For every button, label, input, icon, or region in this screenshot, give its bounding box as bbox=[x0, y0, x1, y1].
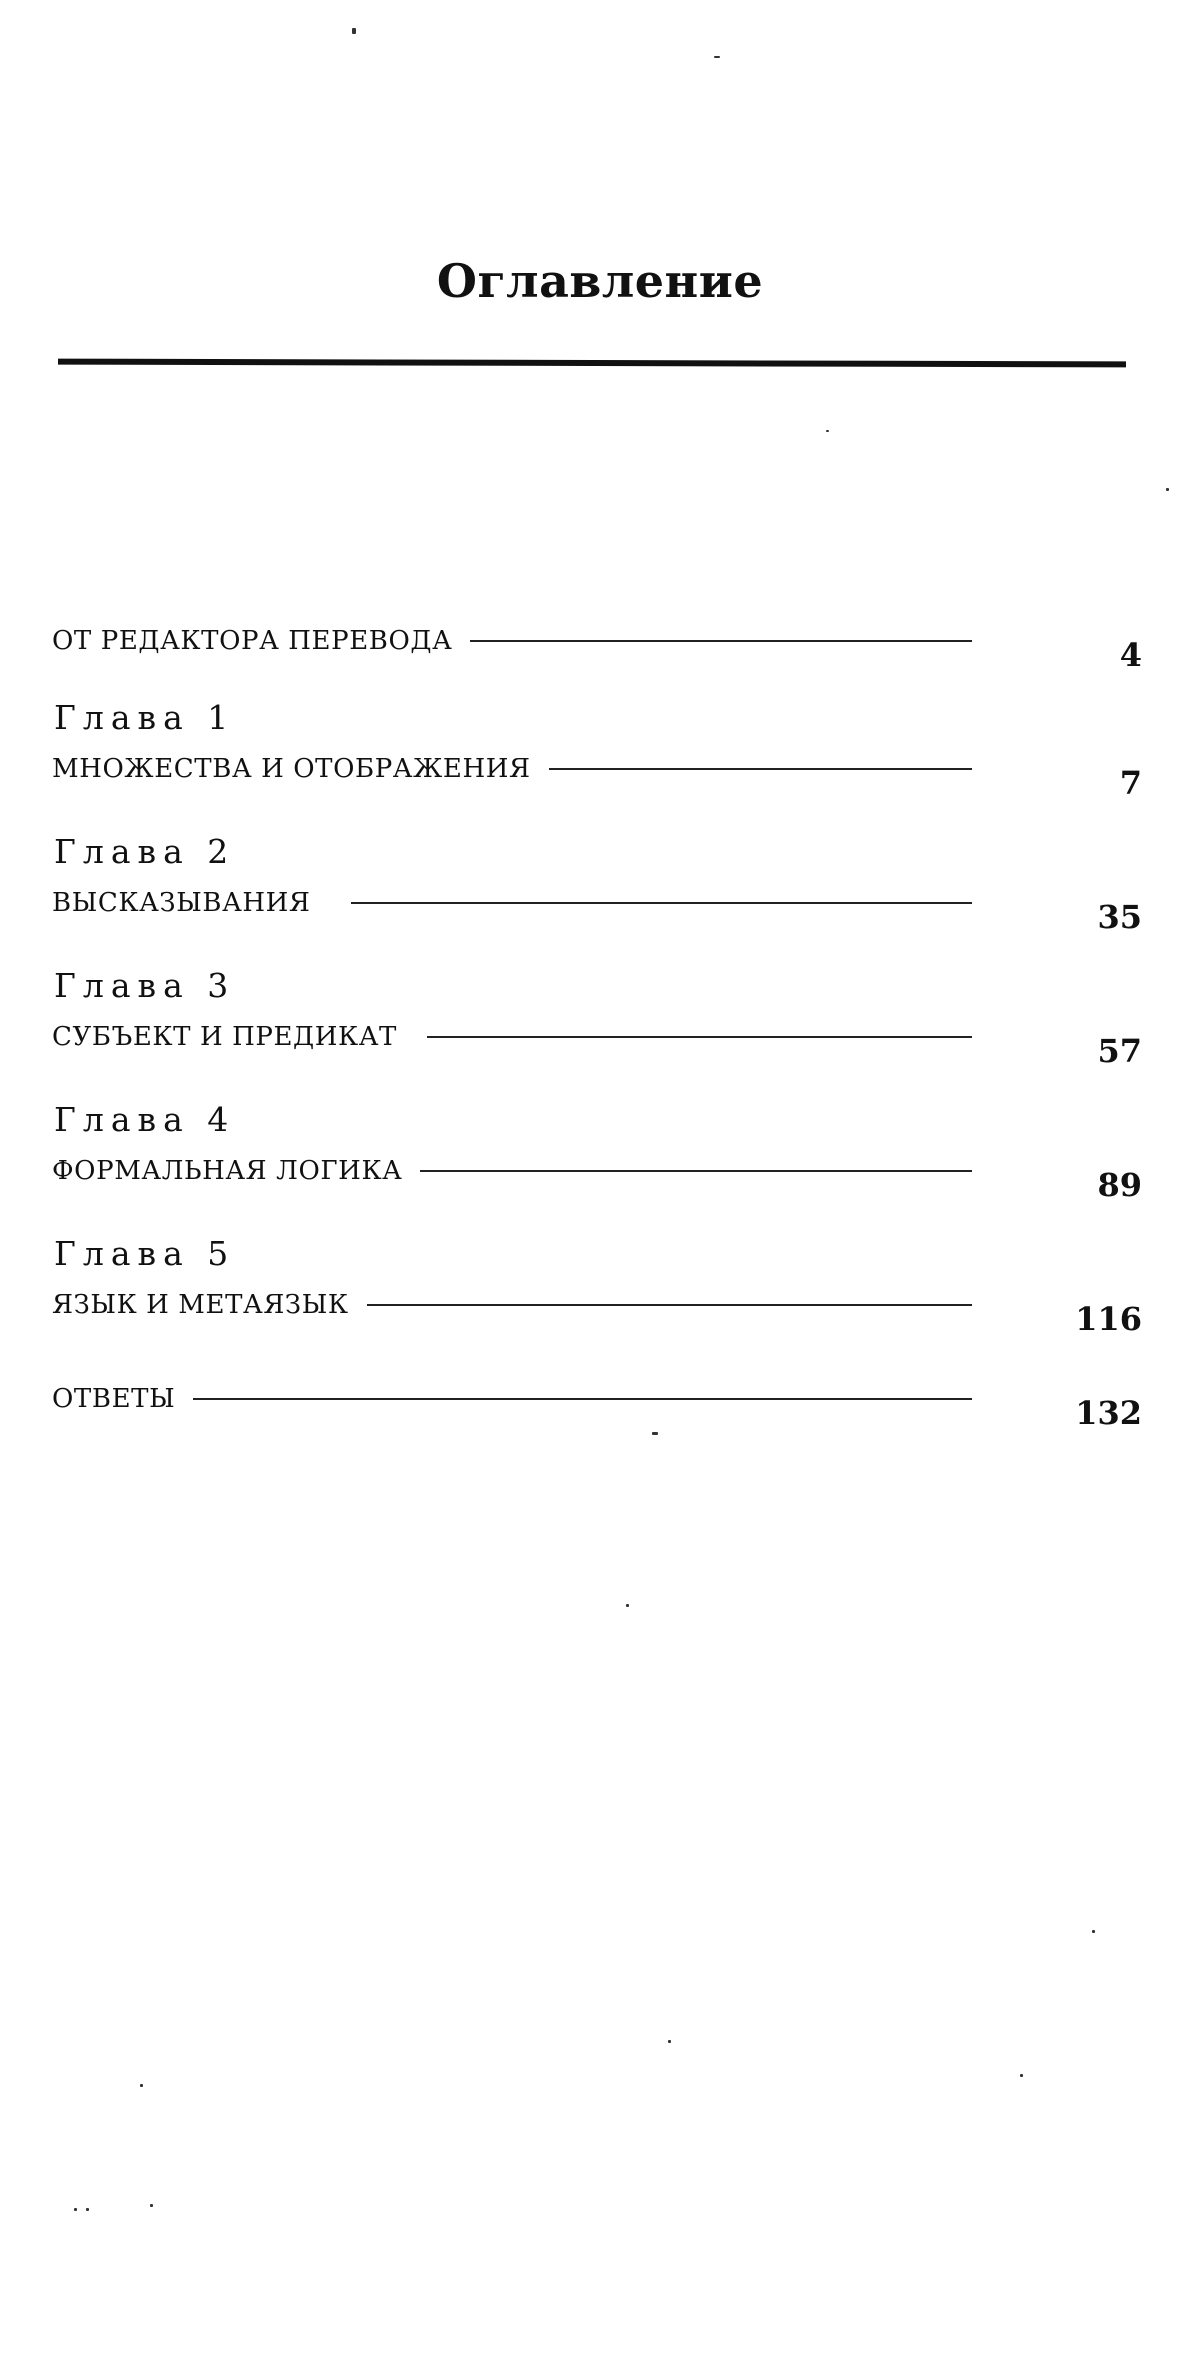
scan-speck bbox=[826, 430, 829, 432]
entry-title: ОТ РЕДАКТОРА ПЕРЕВОДА bbox=[52, 626, 453, 656]
page-number: 35 bbox=[1097, 898, 1142, 936]
toc-entry-chapter-2[interactable] bbox=[52, 832, 1142, 940]
toc-entry-chapter-1[interactable] bbox=[52, 698, 1142, 806]
toc-line bbox=[52, 1012, 1142, 1070]
scan-speck bbox=[1092, 1930, 1095, 1933]
dot-leader bbox=[193, 1398, 972, 1400]
dot-leader bbox=[427, 1036, 972, 1038]
scan-speck bbox=[1166, 488, 1169, 491]
entry-title: ОТВЕТЫ bbox=[52, 1384, 176, 1414]
entry-title: МНОЖЕСТВА И ОТОБРАЖЕНИЯ bbox=[52, 754, 531, 784]
chapter-label: Глава 5 bbox=[54, 1234, 236, 1273]
scan-speck bbox=[652, 1432, 658, 1435]
toc-line bbox=[52, 744, 1142, 802]
scan-speck bbox=[626, 1604, 629, 1607]
dot-leader bbox=[470, 640, 972, 642]
table-of-contents bbox=[52, 600, 1142, 1432]
chapter-label: Глава 3 bbox=[54, 966, 236, 1005]
scan-speck bbox=[352, 28, 356, 34]
entry-title: СУБЪЕКТ И ПРЕДИКАТ bbox=[52, 1022, 398, 1052]
entry-title: ЯЗЫК И МЕТАЯЗЫК bbox=[52, 1290, 349, 1320]
page-number: 7 bbox=[1119, 764, 1142, 802]
scan-speck bbox=[1020, 2074, 1023, 2077]
scan-speck bbox=[150, 2204, 153, 2207]
toc-line bbox=[52, 1362, 1142, 1432]
chapter-label: Глава 1 bbox=[54, 698, 236, 737]
page-number: 116 bbox=[1075, 1300, 1142, 1338]
page-title: Оглавление bbox=[436, 254, 764, 308]
chapter-label: Глава 2 bbox=[54, 832, 236, 871]
page-number: 132 bbox=[1075, 1394, 1142, 1432]
title-rule bbox=[58, 359, 1126, 368]
entry-title: ФОРМАЛЬНАЯ ЛОГИКА bbox=[52, 1156, 403, 1186]
toc-line bbox=[52, 1146, 1142, 1204]
page-number: 57 bbox=[1097, 1032, 1142, 1070]
page-number: 89 bbox=[1097, 1166, 1142, 1204]
page-number: 4 bbox=[1119, 636, 1142, 674]
toc-entry-answers[interactable] bbox=[52, 1362, 1142, 1432]
scan-speck bbox=[140, 2084, 143, 2087]
toc-entry-chapter-4[interactable] bbox=[52, 1100, 1142, 1208]
scan-speck bbox=[714, 56, 720, 58]
toc-entry-chapter-5[interactable] bbox=[52, 1234, 1142, 1342]
chapter-label: Глава 4 bbox=[54, 1100, 236, 1139]
dot-leader bbox=[549, 768, 972, 770]
scan-speck bbox=[668, 2040, 671, 2043]
toc-line bbox=[52, 600, 1142, 674]
toc-entry-intro[interactable] bbox=[52, 600, 1142, 672]
dot-leader bbox=[351, 902, 972, 904]
toc-entry-chapter-3[interactable] bbox=[52, 966, 1142, 1074]
dot-leader bbox=[367, 1304, 972, 1306]
toc-line bbox=[52, 878, 1142, 936]
toc-line bbox=[52, 1280, 1142, 1338]
scan-speck bbox=[86, 2208, 89, 2211]
entry-title: ВЫСКАЗЫВАНИЯ bbox=[52, 888, 311, 918]
dot-leader bbox=[420, 1170, 972, 1172]
scan-speck bbox=[74, 2208, 77, 2211]
